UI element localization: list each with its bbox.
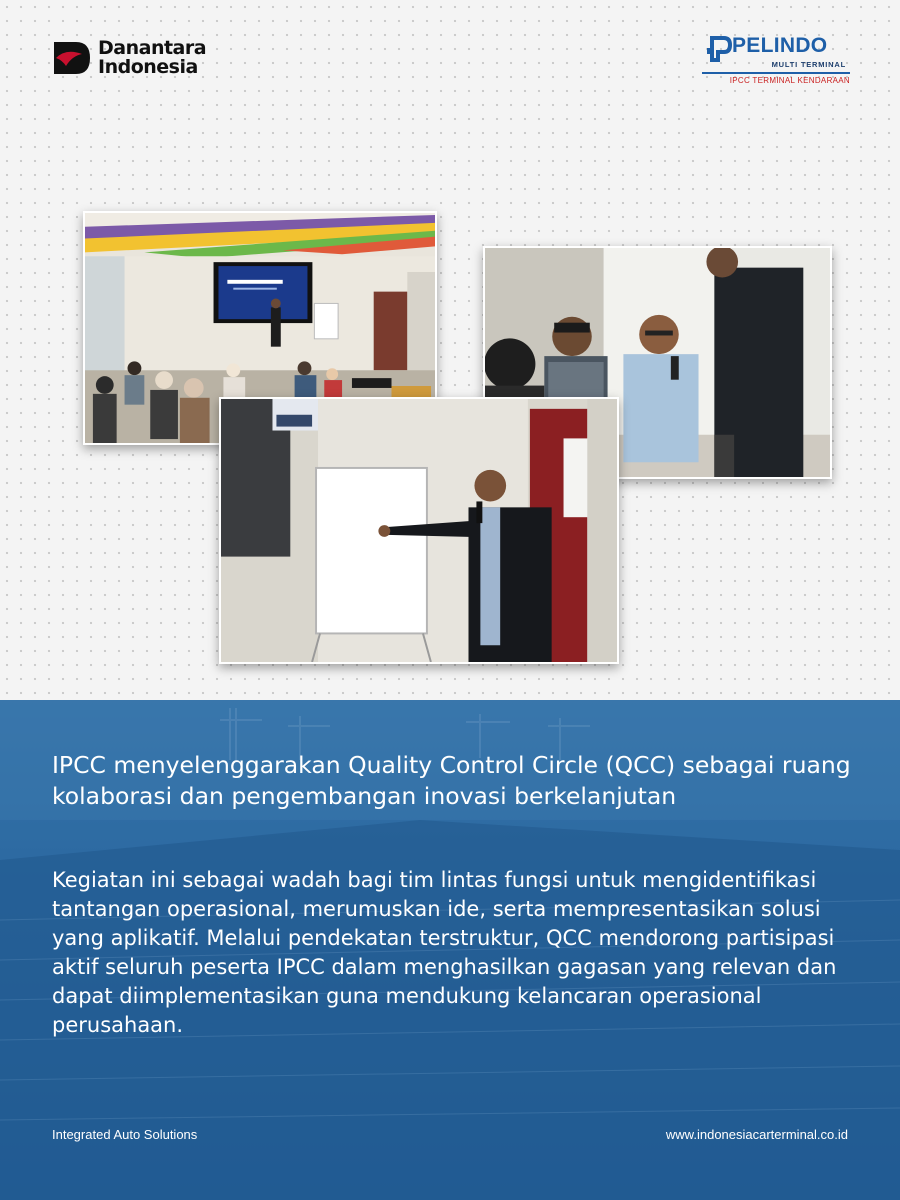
info-panel — [0, 700, 900, 1200]
danantara-logo — [52, 36, 206, 80]
pelindo-subtitle: MULTI TERMINAL — [771, 60, 846, 69]
pelindo-unit: IPCC TERMINAL KENDARAAN — [729, 76, 850, 85]
danantara-name-line1: Danantara — [98, 37, 207, 59]
pelindo-divider — [702, 72, 850, 74]
tagline: Integrated Auto Solutions — [52, 1127, 198, 1142]
pelindo-logo-icon — [706, 34, 732, 64]
body-paragraph: Kegiatan ini sebagai wadah bagi tim lintas fungsi untuk mengidentifikasi tantangan operasional, merumuskan ide, serta mempresentasikan solusi yang aplikatif. Melalui pendekatan terstruktur, QCC mendorong partisipasi aktif seluruh peserta IPCC dalam menghasilkan gagasan yang relevan dan dapat diimplementasikan guna mendukung kelancaran operasional perusahaan. — [52, 868, 837, 1037]
headline: IPCC menyelenggarakan Quality Control Circle (QCC) sebagai ruang kolaborasi dan pengembangan inovasi berkelanjutan — [52, 751, 851, 810]
pelindo-logo — [700, 32, 850, 88]
photo-whiteboard-speaker — [219, 397, 619, 664]
pelindo-name: PELINDO — [732, 34, 828, 57]
website-link[interactable]: www.indonesiacarterminal.co.id — [665, 1127, 848, 1142]
danantara-logo-icon — [52, 36, 92, 80]
danantara-name-line2: Indonesia — [98, 56, 198, 78]
